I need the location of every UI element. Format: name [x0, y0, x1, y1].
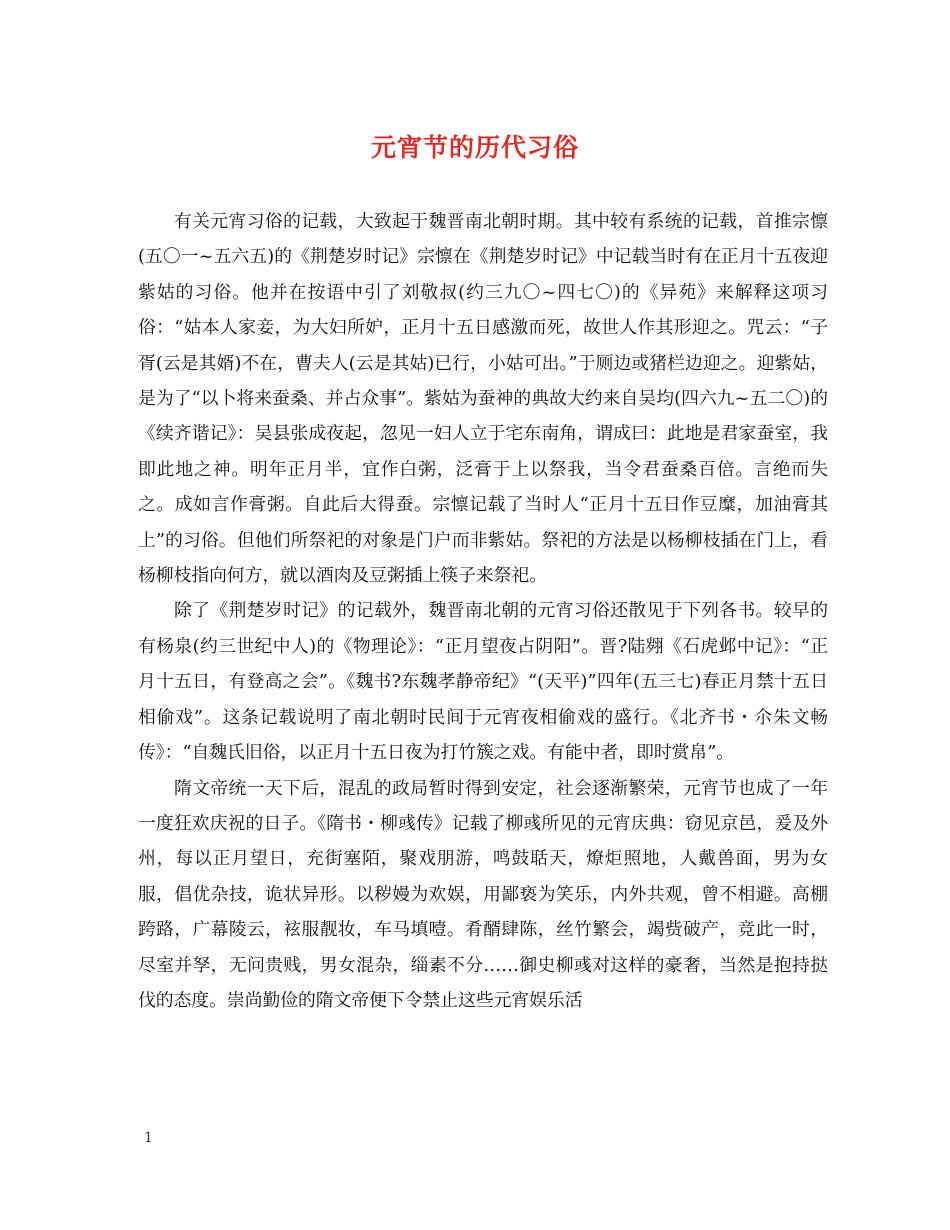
paragraph-1: 有关元宵习俗的记载，大致起于魏晋南北朝时期。其中较有系统的记载，首推宗懔(五〇一~五六五)的《荆楚岁时记》宗懔在《荆楚岁时记》中记载当时有在正月十五夜迎紫姑的习俗。他并在按语中引了刘敬叔(约三九〇~四七〇)的《异苑》来解释这项习俗：“姑本人家妾，为大妇所妒，正月十五日感激而死，故世人作其形迎之。咒云：“子胥(云是其婿)不在，曹夫人(云是其姑)已行，小姑可出。”于厕边或猪栏边迎之。迎紫姑，是为了“以卜将来蚕桑、并占众事”。紫姑为蚕神的典故大约来自吴均(四六九~五二〇)的《续齐谐记》：吴县张成夜起，忽见一妇人立于宅东南角，谓成曰：此地是君家蚕室，我即此地之神。明年正月半，宜作白粥，泛膏于上以祭我，当令君蚕桑百倍。言绝而失之。成如言作膏粥。自此后大得蚕。宗懔记载了当时人“正月十五日作豆糜，加油膏其上”的习俗。但他们所祭祀的对象是门户而非紫姑。祭祀的方法是以杨柳枝插在门上，看杨柳枝指向何方，就以酒肉及豆粥插上筷子来祭祀。	[138, 211, 828, 587]
paragraph-2: 除了《荆楚岁时记》的记载外，魏晋南北朝的元宵习俗还散见于下列各书。较早的有杨泉(约三世纪中人)的《物理论》：“正月望夜占阴阳”。晋?陆翙《石虎邺中记》：“正月十五日，有登高之会”。《魏书?东魏孝静帝纪》“(天平)”四年(五三七)春正月禁十五日相偷戏”。这条记载说明了南北朝时民间于元宵夜相偷戏的盛行。《北齐书・尒朱文畅传》：“自魏氏旧俗，以正月十五日夜为打竹簇之戏。有能中者，即时赏帛”。	[138, 600, 828, 764]
paragraph-3: 隋文帝统一天下后，混乱的政局暂时得到安定，社会逐渐繁荣，元宵节也成了一年一度狂欢庆祝的日子。《隋书・柳彧传》记载了柳彧所见的元宵庆典：窃见京邑，爰及外州，每以正月望日，充街塞陌，聚戏朋游，鸣鼓聒天，燎炬照地，人戴兽面，男为女服，倡优杂技，诡状异形。以秽嫚为欢娱，用鄙亵为笑乐，内外共观，曾不相避。高棚跨路，广幕陵云，袨服靓妆，车马填噎。肴醑肆陈，丝竹繁会，竭赀破产，竞此一时，尽室并孥，无问贵贱，男女混杂，缁素不分……御史柳彧对这样的豪奢，当然是抱持挞伐的态度。崇尚勤俭的隋文帝便下令禁止这些元宵娱乐活	[138, 777, 828, 1011]
page-number: 1	[144, 1130, 153, 1146]
document-title: 元宵节的历代习俗	[370, 133, 579, 162]
document-body	[138, 204, 828, 1018]
